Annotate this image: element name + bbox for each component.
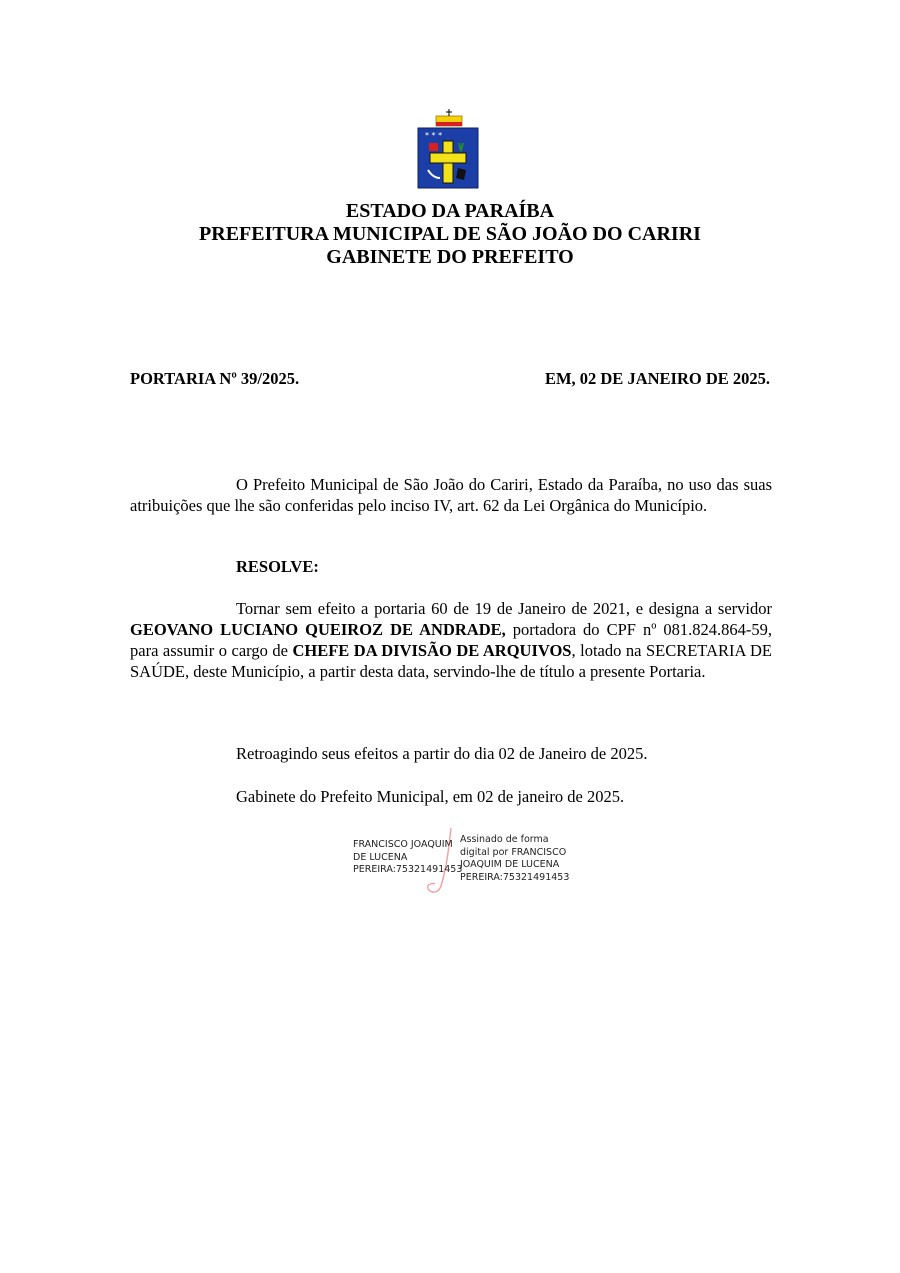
digital-signature [353,826,573,896]
retroactive-paragraph: Retroagindo seus efeitos a partir do dia 02 de Janeiro de 2025. [236,744,648,763]
svg-text:* * *: * * * [425,131,443,140]
employee-name: GEOVANO LUCIANO QUEIROZ DE ANDRADE, [130,620,506,639]
signer-line: FRANCISCO JOAQUIM [353,839,453,850]
resolve-heading: RESOLVE: [236,557,319,576]
signature-info-line: JOAQUIM DE LUCENA [460,859,560,870]
coat-of-arms-icon [414,108,482,194]
position-title: CHEFE DA DIVISÃO DE ARQUIVOS [292,641,572,660]
signature-info-line: digital por FRANCISCO [460,846,567,858]
resolution-text-c: , lotado na SECRETARIA DE SAÚDE, deste Município, a partir desta data, servindo-lhe de título a presente Portaria. [130,641,772,681]
signer-name-block [353,839,463,877]
closing-paragraph: Gabinete do Prefeito Municipal, em 02 de janeiro de 2025. [236,787,625,806]
signature-info-block [460,834,572,884]
intro-paragraph [130,474,772,516]
office-heading: GABINETE DO PREFEITO [326,246,574,268]
portaria-number: PORTARIA Nº 39/2025. [130,369,300,388]
signer-line: DE LUCENA [353,851,408,863]
document-date: EM, 02 DE JANEIRO DE 2025. [544,369,770,388]
signature-info-line: Assinado de forma [460,834,549,845]
intro-text: O Prefeito Municipal de São João do Cariri, Estado da Paraíba, no uso das suas atribuições que lhe são conferidas pelo inciso IV, art. 62 da Lei Orgânica do Município. [130,475,772,515]
resolution-text-b: portadora do CPF nº 081.824.864-59, para assumir o cargo de [130,620,772,660]
resolution-text-a: Tornar sem efeito a portaria 60 de 19 de Janeiro de 2021, e designa a servidor [236,599,772,618]
signer-line: PEREIRA:75321491453 [353,864,463,875]
state-heading: ESTADO DA PARAÍBA [345,200,555,222]
municipality-heading: PREFEITURA MUNICIPAL DE SÃO JOÃO DO CARIRI [199,223,701,245]
resolution-paragraph [130,598,772,682]
signature-info-line: PEREIRA:75321491453 [460,871,570,883]
